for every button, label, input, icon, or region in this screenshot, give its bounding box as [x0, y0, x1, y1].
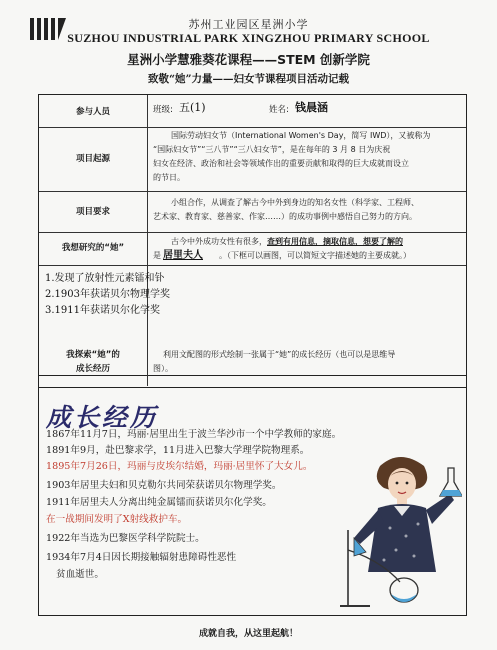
school-name-chinese: 苏州工业园区星洲小学 [188, 18, 309, 31]
explore-label: 我探索“她”的 成长经历 [66, 350, 120, 374]
timeline-entry: 1922年当选为巴黎医学科学院院士。 [46, 533, 205, 544]
list-item: 2.1903年获诺贝尔物理学奖 [45, 289, 170, 300]
origin-label: 项目起源 [75, 154, 110, 164]
school-name-english: SUZHOU INDUSTRIAL PARK XINGZHOU PRIMARY SCHOOL [67, 31, 430, 45]
class-value: 五(1) [179, 101, 206, 114]
growth-title: 成长经历 [46, 403, 159, 432]
marie-curie-drawing [340, 452, 462, 612]
timeline-entry: 1934年7月4日因长期接触辐射患障碍性恶性 [46, 552, 237, 563]
name-label: 姓名: [269, 105, 289, 115]
research-answer: 居里夫人 [163, 250, 203, 261]
research-text: 古今中外成功女性有很多，查到有用信息，摘取信息，想要了解的 是 居里夫人 。（下框可以画图，可以简短文字描述她的主要成就。） [153, 237, 411, 261]
timeline-entry: 在一战期间发明了X射线救护车。 [46, 514, 188, 525]
activity-subtitle: 致敬“她”力量——妇女节课程项目活动记载 [147, 73, 350, 85]
requirement-label: 项目要求 [75, 207, 110, 217]
timeline-entry: 1867年11月7日，玛丽·居里出生于波兰华沙市一个中学教师的家庭。 [46, 429, 342, 440]
class-label: 班级: [153, 105, 173, 115]
research-label: 我想研究的“她” [61, 243, 125, 253]
list-item: 1.发现了放射性元素镭和钋 [45, 273, 165, 284]
list-item: 3.1911年获诺贝尔化学奖 [45, 305, 160, 316]
project-form-table [38, 94, 467, 376]
timeline-entry: 贫血逝世。 [56, 569, 104, 580]
origin-text: 国际劳动妇女节（International Women's Day，简写 IWD），又被称为 “国际妇女节”“三八节”“三八妇女节”，是在每年的 3 月 8 日为庆祝 妇女在经济、政治和社会等领域作出的重要贡献和取得的巨大成就而设立 的节日。 [153, 131, 431, 182]
explore-row [38, 342, 467, 388]
achievements-list [45, 271, 455, 319]
timeline-entry: 1895年7月26日，玛丽与皮埃尔结婚，玛丽·居里怀了大女儿。 [46, 461, 313, 472]
participant-label: 参与人员 [75, 107, 110, 117]
timeline-entry: 1891年9月，赴巴黎求学，11月进入巴黎大学理学院物理系。 [46, 445, 310, 456]
timeline-entry: 1911年居里夫人分离出纯金属镭而获诺贝尔化学奖。 [46, 497, 272, 508]
footer-slogan: 成就自我，从这里起航！ [198, 629, 298, 639]
timeline-entry: 1903年居里夫妇和贝克勒尔共同荣获诺贝尔物理学奖。 [46, 480, 282, 491]
explore-text: 利用文配图的形式绘制一张属于“她”的成长经历（也可以是思维导 图）。 [153, 350, 396, 373]
name-value: 钱晨涵 [295, 101, 328, 114]
course-title: 星洲小学慧雅葵花课程——STEM 创新学院 [127, 52, 370, 67]
requirement-text: 小组合作，从调查了解古今中外到身边的知名女性（科学家、工程师、 艺术家、教育家、慈善家、作家……）的成功事例中感悟自己努力的方向。 [153, 198, 419, 221]
